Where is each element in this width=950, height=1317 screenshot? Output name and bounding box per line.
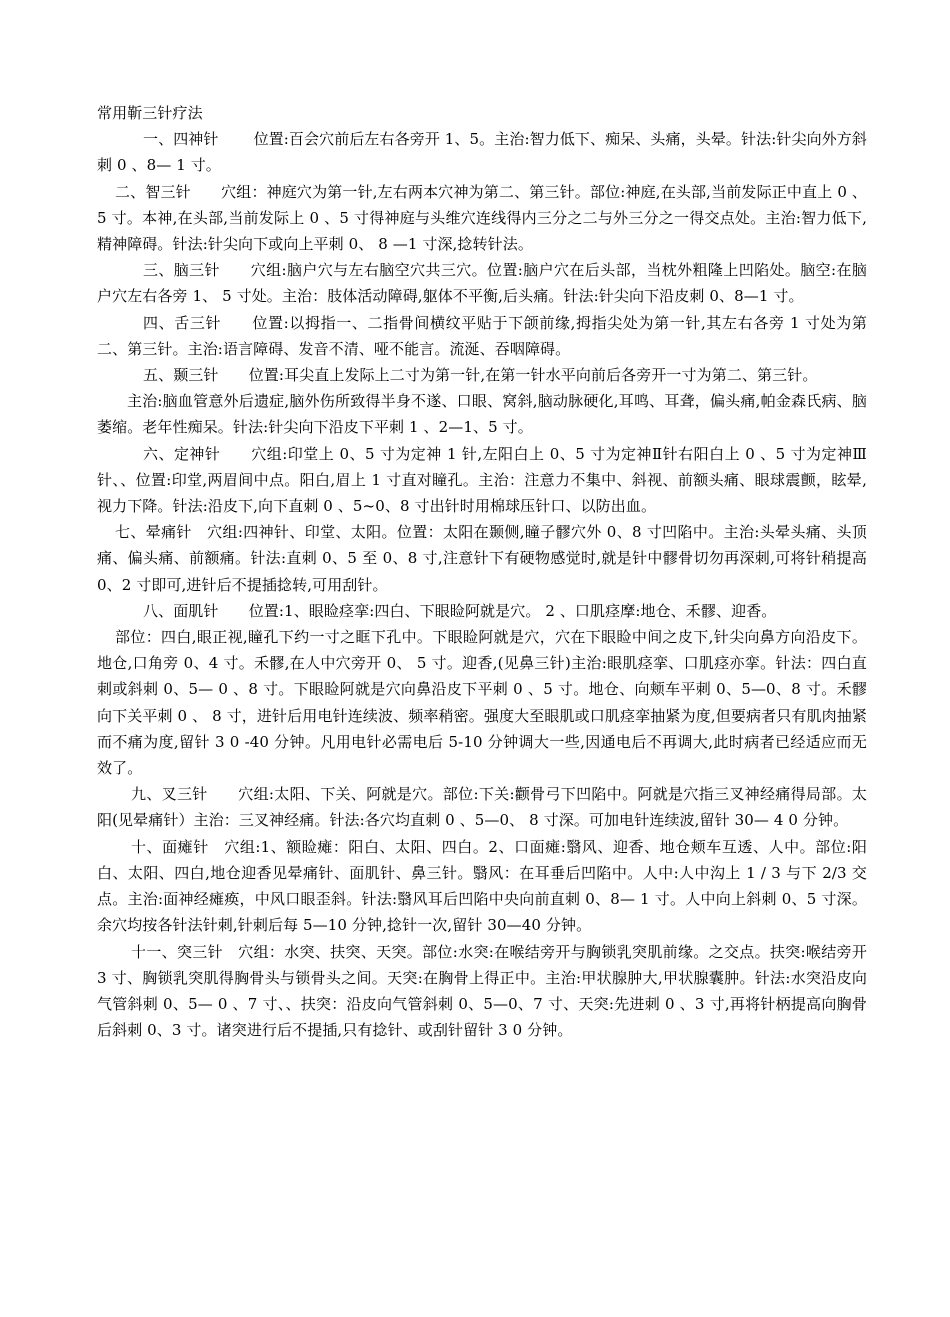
paragraph-nie-san-zhen: 五、颞三针 位置:耳尖直上发际上二寸为第一针,在第一针水平向前后各旁开一寸为第二、第三针。 bbox=[143, 366, 818, 385]
paragraph-mian-tan-zhen: 十、面瘫针 穴组:1、额睑瘫：阳白、太阳、四白。2、口面瘫:翳风、迎香、地仓颊车互透、人中。部位:阳白、太阳、四白,地仓迎香见晕痛针、面肌针、鼻三针。翳风：在耳垂后凹陷中。人中:人中沟上 1 / 3 与下 2/3 交点。主治:面神经瘫痪，中风口眼歪斜。针法:翳风耳后凹陷中央向前直刺 0、8— 1 寸。人中向上斜刺 0、5 寸深。余穴均按各针法针刺,针刺后每 5—10 分钟,捻针一次,留针 30—40 分钟。 bbox=[97, 837, 867, 935]
paragraph-mian-ji-zhen: 八、面肌针 位置:1、眼睑痉挛:四白、下眼睑阿就是穴。 2 、口肌痉摩:地仓、禾髎、迎香。 bbox=[143, 601, 777, 620]
paragraph-si-shen-zhen: 一、四神针 位置:百会穴前后左右各旁开 1、5。主治:智力低下、痴呆、头痛，头晕。针法:针尖向外方斜刺 0 、8— 1 寸。 bbox=[97, 130, 867, 175]
paragraph-she-san-zhen: 四、舌三针 位置:以拇指一、二指骨间横纹平贴于下颌前缘,拇指尖处为第一针,其左右各旁 1 寸处为第二、第三针。主治:语言障碍、发音不清、哑不能言。流涎、吞咽障碍。 bbox=[97, 313, 867, 358]
paragraph-cha-san-zhen: 九、叉三针 穴组:太阳、下关、阿就是穴。部位:下关:颧骨弓下凹陷中。阿就是穴指三叉神经痛得局部。太阳(见晕痛针）主治：三叉神经痛。针法:各穴均直刺 0 、5—0、 8 寸深。可加电针连续波,留针 30— 4 0 分钟。 bbox=[97, 785, 867, 830]
paragraph-nao-san-zhen: 三、脑三针 穴组:脑户穴与左右脑空穴共三穴。位置:脑户穴在后头部，当枕外粗隆上凹陷处。脑空:在脑户穴左右各旁 1、 5 寸处。主治：肢体活动障碍,躯体不平衡,后头痛。针法:针尖向下沿皮刺 0、8—1 寸。 bbox=[97, 261, 867, 306]
paragraph-nie-san-zhen-indications: 主治:脑血管意外后遗症,脑外伤所致得半身不遂、口眼、窝斜,脑动脉硬化,耳鸣、耳聋，偏头痛,帕金森氏病、脑萎缩。老年性痴呆。针法:针尖向下沿皮下平刺 1 、2—1、5 寸。 bbox=[97, 392, 867, 437]
paragraph-zhi-san-zhen: 二、智三针 穴组：神庭穴为第一针,左右两本穴神为第二、第三针。部位:神庭,在头部,当前发际正中直上 0 、 5 寸。本神,在头部,当前发际上 0 、5 寸得神庭与头维穴连线得内三分之二与外三分之一得交点处。主治:智力低下,精神障碍。针法:针尖向下或向上平刺 0、 8 —1 寸深,捻转针法。 bbox=[97, 182, 867, 254]
document-page bbox=[97, 100, 867, 1043]
paragraph-ding-shen-zhen: 六、定神针 穴组:印堂上 0、5 寸为定神 1 针,左阳白上 0、5 寸为定神Ⅱ针右阳白上 0 、5 寸为定神Ⅲ针、、位置:印堂,两眉间中点。阳白,眉上 1 寸直对瞳孔。主治：注意力不集中、斜视、前额头痛、眼球震颤，眩晕,视力下降。针法:沿皮下,向下直刺 0 、5~0、8 寸出针时用棉球压针口、以防出血。 bbox=[97, 444, 867, 516]
paragraph-mian-ji-zhen-details: 部位：四白,眼正视,瞳孔下约一寸之眶下孔中。下眼睑阿就是穴，穴在下眼睑中间之皮下,针尖向鼻方向沿皮下。地仓,口角旁 0、4 寸。禾髎,在人中穴旁开 0、 5 寸。迎香,(见鼻三针)主治:眼肌痉挛、口肌痉亦挛。针法：四白直刺或斜刺 0、5— 0 、8 寸。下眼睑阿就是穴向鼻沿皮下平刺 0 、5 寸。地仓、向颊车平刺 0、5—0、8 寸。禾髎向下关平刺 0 、 8 寸，进针后用电针连续波、频率稍密。强度大至眼肌或口肌痉挛抽紧为度,但要病者只有肌肉抽紧而不痛为度,留针 3 0 -40 分钟。凡用电针必需电后 5-10 分钟调大一些,因通电后不再调大,此时病者已经适应而无效了。 bbox=[97, 628, 867, 778]
paragraph-tu-san-zhen: 十一、突三针 穴组：水突、扶突、天突。部位:水突:在喉结旁开与胸锁乳突肌前缘。之交点。扶突:喉结旁开 3 寸、胸锁乳突肌得胸骨头与锁骨头之间。天突:在胸骨上得正中。主治:甲状腺肿大,甲状腺囊肿。针法:水突沿皮向气管斜刺 0、5— 0 、7 寸、、扶突：沿皮向气管斜刺 0、5—0、7 寸、天突:先进刺 0 、3 寸,再将针柄提高向胸骨后斜刺 0、3 寸。诸突进行后不提插,只有捻针、或刮针留针 3 0 分钟。 bbox=[97, 942, 867, 1040]
paragraph-yun-tong-zhen: 七、晕痛针 穴组:四神针、印堂、太阳。位置：太阳在颞侧,瞳子髎穴外 0、8 寸凹陷中。主治:头晕头痛、头顶痛、偏头痛、前额痛。针法:直刺 0、5 至 0、8 寸,注意针下有硬物感觉时,就是针中髎骨切勿再深刺,可将针稍提高 0、2 寸即可,进针后不提插捻转,可用刮针。 bbox=[97, 523, 867, 594]
document-title: 常用靳三针疗法 bbox=[97, 104, 203, 122]
